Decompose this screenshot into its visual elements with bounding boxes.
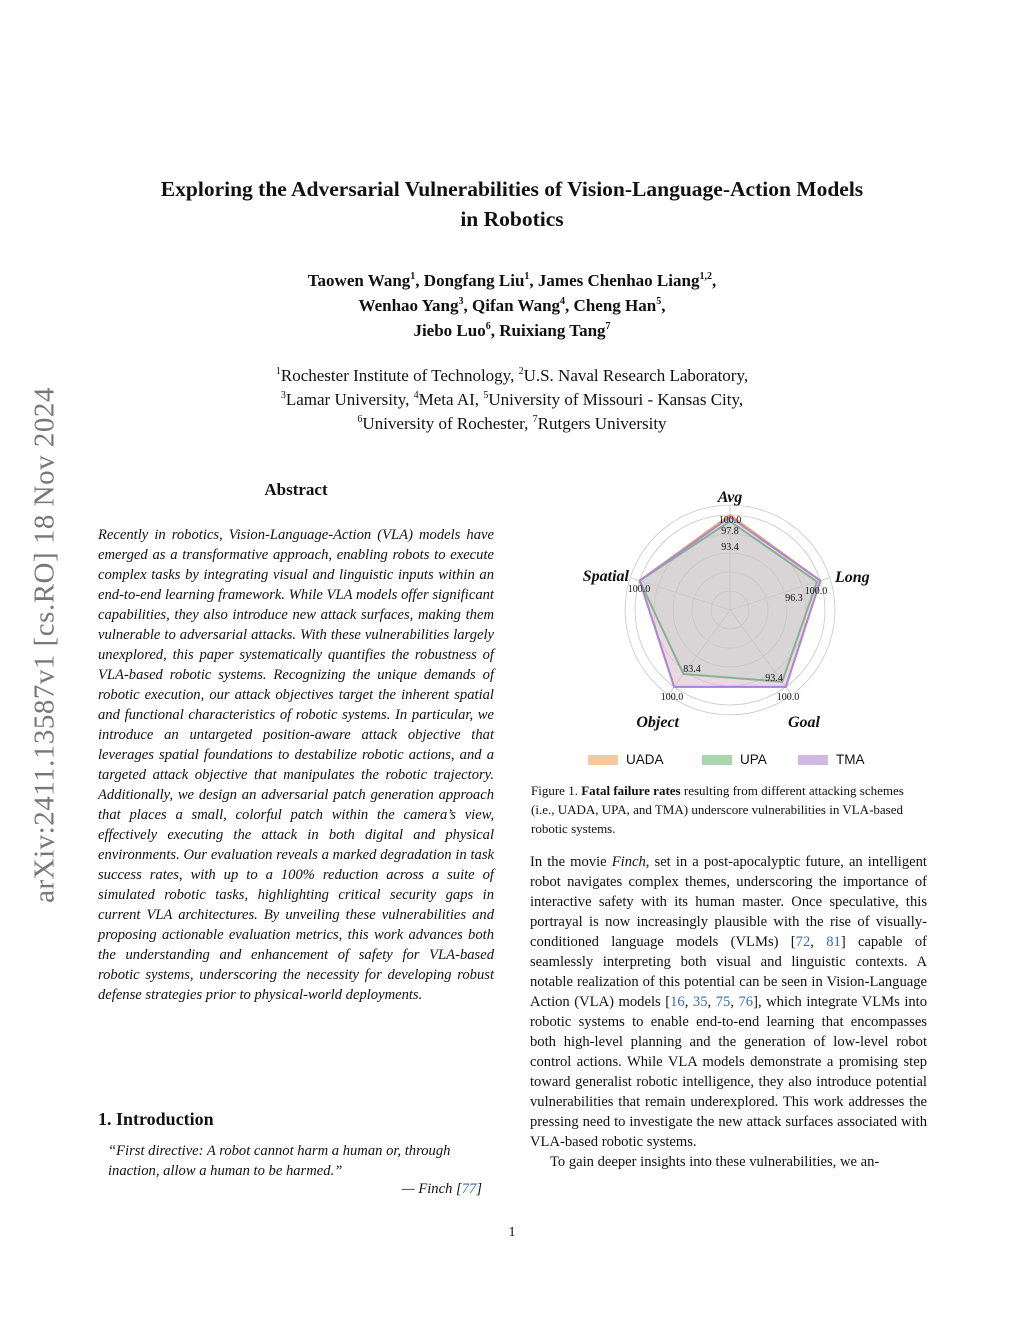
author-list: [100, 268, 924, 343]
value-label-avg-upa: 93.4: [721, 542, 739, 553]
value-label-goal-uada: 100.0: [776, 692, 800, 703]
citation-link[interactable]: 35: [692, 994, 708, 1010]
author-sup: 1: [410, 271, 416, 282]
affil-text: Rochester Institute of Technology,: [280, 366, 519, 385]
value-label-object-uada: 100.0: [660, 692, 684, 703]
legend-item-tma: [798, 752, 865, 767]
text-run: ] capable of seamlessly interpreting both visual and linguistic contexts. A notable realization of this potential can be seen in Vision-Language Action (VLA) models [: [530, 934, 928, 1010]
author-line-3: Jiebo Luo$^6$, Ruixiang Tang$^7$: [413, 321, 611, 340]
legend-label-tma: TMA: [836, 752, 865, 767]
affil-text: Lamar University,: [285, 390, 414, 409]
citation-link[interactable]: 77: [461, 1181, 477, 1197]
author-line-1: Taowen Wang$^1$, Dongfang Liu$^1$, James Chenhao Liang$^{1,2}$,: [307, 271, 717, 290]
text-run-italic: Finch: [611, 854, 646, 870]
value-label-object-upa: 83.4: [683, 664, 701, 675]
affil-line-3: [100, 412, 924, 436]
body-text-right: [530, 852, 927, 1172]
author-sup: 6: [485, 321, 491, 332]
caption-prefix: Figure 1.: [531, 783, 582, 798]
affil-sup: 3: [280, 390, 286, 401]
affil-line-1: [100, 364, 924, 388]
paragraph-1: [530, 852, 927, 1152]
value-label-goal-upa: 93.4: [765, 673, 783, 684]
affil-sup: 1: [275, 366, 281, 377]
author-name: Jiebo Luo: [413, 321, 486, 340]
author-name: James Chenhao Liang: [537, 271, 700, 290]
value-label-avg-tma: 97.8: [721, 526, 739, 537]
citation-link[interactable]: 72: [795, 934, 811, 950]
affil-sup: 4: [413, 390, 419, 401]
author-name: Dongfang Liu: [423, 271, 525, 290]
author-line-2: Wenhao Yang$^3$, Qifan Wang$^4$, Cheng Han$^5$,: [358, 296, 666, 315]
title-line-2: in Robotics: [460, 207, 564, 231]
affil-text: U.S. Naval Research Laboratory,: [523, 366, 749, 385]
caption-bold: Fatal failure rates: [581, 783, 681, 798]
axis-label-long: Long: [835, 569, 870, 586]
legend-item-uada: [588, 752, 664, 767]
attr-suffix: ]: [476, 1181, 482, 1197]
abstract-text: Recently in robotics, Vision-Language-Action (VLA) models have emerged as a transformative approach, enabling robots to execute complex tasks by integrating visual and linguistic inputs within an end-to-end learning framework. While VLA models offer significant capabilities, they also introduce new attack surfaces, making them vulnerable to adversarial attacks. With these vulnerabilities largely unexplored, this paper systematically quantifies the robustness of VLA-based robotic systems. Recognizing the unique demands of robotic execution, our attack objectives target the inherent spatial and functional characteristics of robotic systems. In particular, we introduce an untargeted position-aware attack objective that leverages spatial foundations to destabilize robotic actions, and a targeted attack objective that manipulates the robotic trajectory. Additionally, we design an adversarial patch generation approach that places a small, colorful patch within the camera’s view, effectively executing the attack in both digital and physical environments. Our evaluation reveals a marked degradation in task success rates, with up to a 100% reduction across a suite of simulated robotic tasks, highlighting critical security gaps in current VLA architectures. By unveiling these vulnerabilities and proposing actionable evaluation metrics, this work advances both the understanding and enhancement of safety for VLA-based robotic systems, underscoring the necessity for developing robust defense strategies prior to physical-world deployments.: [98, 527, 494, 1003]
text-run: ,: [707, 994, 716, 1010]
affil-text: University of Rochester,: [362, 414, 533, 433]
author-sup: 1,2: [699, 271, 712, 282]
figure-caption: [531, 781, 927, 838]
legend-label-upa: UPA: [740, 752, 767, 767]
affil-text: University of Missouri - Kansas City,: [488, 390, 744, 409]
axis-label-goal: Goal: [788, 714, 820, 731]
text-run: In the movie: [530, 854, 612, 870]
legend-item-upa: [702, 752, 767, 767]
author-sup: 4: [560, 296, 566, 307]
text-run: ,: [684, 994, 693, 1010]
introduction-heading: 1. Introduction: [98, 1109, 214, 1129]
author-name: Cheng Han: [573, 296, 657, 315]
epigraph-attribution: [300, 1181, 482, 1198]
text-run: ,: [810, 934, 827, 950]
affil-sup: 5: [483, 390, 489, 401]
axis-label-spatial: Spatial: [582, 568, 629, 585]
value-label-long-upa: 96.3: [785, 593, 803, 604]
value-label-avg-uada: 100.0: [718, 515, 742, 526]
chart-legend: [588, 752, 888, 772]
attr-prefix: — Finch [: [401, 1181, 462, 1197]
citation-link[interactable]: 16: [670, 994, 685, 1010]
text-run: ], which integrate VLMs into robotic systems to enable end-to-end learning that encompasses both high-level planning and the generation of low-level robot control actions. While VLA models demonstrate a promising step toward generalist robotic intelligence, they also introduce potential vulnerabilities that remain underexplored. This work addresses the pressing need to investigate the new attack surfaces associated with VLA-based robotic systems.: [530, 994, 928, 1150]
citation-link[interactable]: 81: [826, 934, 841, 950]
citation-link[interactable]: 76: [738, 994, 754, 1010]
author-name: Taowen Wang: [307, 271, 411, 290]
arxiv-id: arXiv:2411.13587v1 [cs.RO] 18 Nov 2024: [28, 387, 61, 903]
affil-line-2: [100, 388, 924, 412]
author-sup: 5: [656, 296, 662, 307]
legend-label-uada: UADA: [626, 752, 664, 767]
caption-text: resulting from different attacking schemes (i.e., UADA, UPA, and TMA) underscore vulnerabilities in VLA-based robotic systems.: [531, 783, 904, 836]
axis-label-object: Object: [636, 714, 679, 731]
radar-chart: [532, 483, 928, 740]
author-name: Ruixiang Tang: [499, 321, 606, 340]
paragraph-2: To gain deeper insights into these vulnerabilities, we an-: [550, 1154, 880, 1170]
value-label-long-uada: 100.0: [804, 586, 828, 597]
author-sup: 1: [524, 271, 530, 282]
legend-swatch-tma: [798, 755, 828, 765]
axis-label-avg: Avg: [717, 489, 743, 506]
author-name: Qifan Wang: [472, 296, 561, 315]
affil-text: Meta AI,: [418, 390, 484, 409]
title-line-1: Exploring the Adversarial Vulnerabilities of Vision-Language-Action Models: [160, 177, 864, 201]
author-sup: 7: [605, 321, 611, 332]
affil-text: Rutgers University: [537, 414, 667, 433]
text-run: , set in a post-apocalyptic future, an intelligent robot navigates complex themes, underscoring the importance of interactive safety with its human master. Once speculative, this portrayal is now increasingly plausible with the rise of visually-conditioned language models (VLMs) [: [530, 854, 927, 950]
author-name: Wenhao Yang: [358, 296, 459, 315]
affil-sup: 6: [357, 414, 363, 425]
affiliations: [100, 364, 924, 436]
affil-sup: 2: [518, 366, 524, 377]
legend-swatch-upa: [702, 755, 732, 765]
author-sup: 3: [458, 296, 464, 307]
paper-title: [100, 174, 924, 234]
arxiv-sidebar: [20, 345, 70, 945]
legend-swatch-uada: [588, 755, 618, 765]
text-run: ,: [730, 994, 739, 1010]
abstract-heading: Abstract: [264, 480, 328, 499]
page-number: 1: [508, 1225, 516, 1240]
value-label-spatial-uada: 100.0: [627, 584, 651, 595]
affil-sup: 7: [532, 414, 538, 425]
epigraph-quote: “First directive: A robot cannot harm a human or, through inaction, allow a human to be harmed.”: [108, 1143, 451, 1179]
citation-link[interactable]: 75: [715, 994, 731, 1010]
